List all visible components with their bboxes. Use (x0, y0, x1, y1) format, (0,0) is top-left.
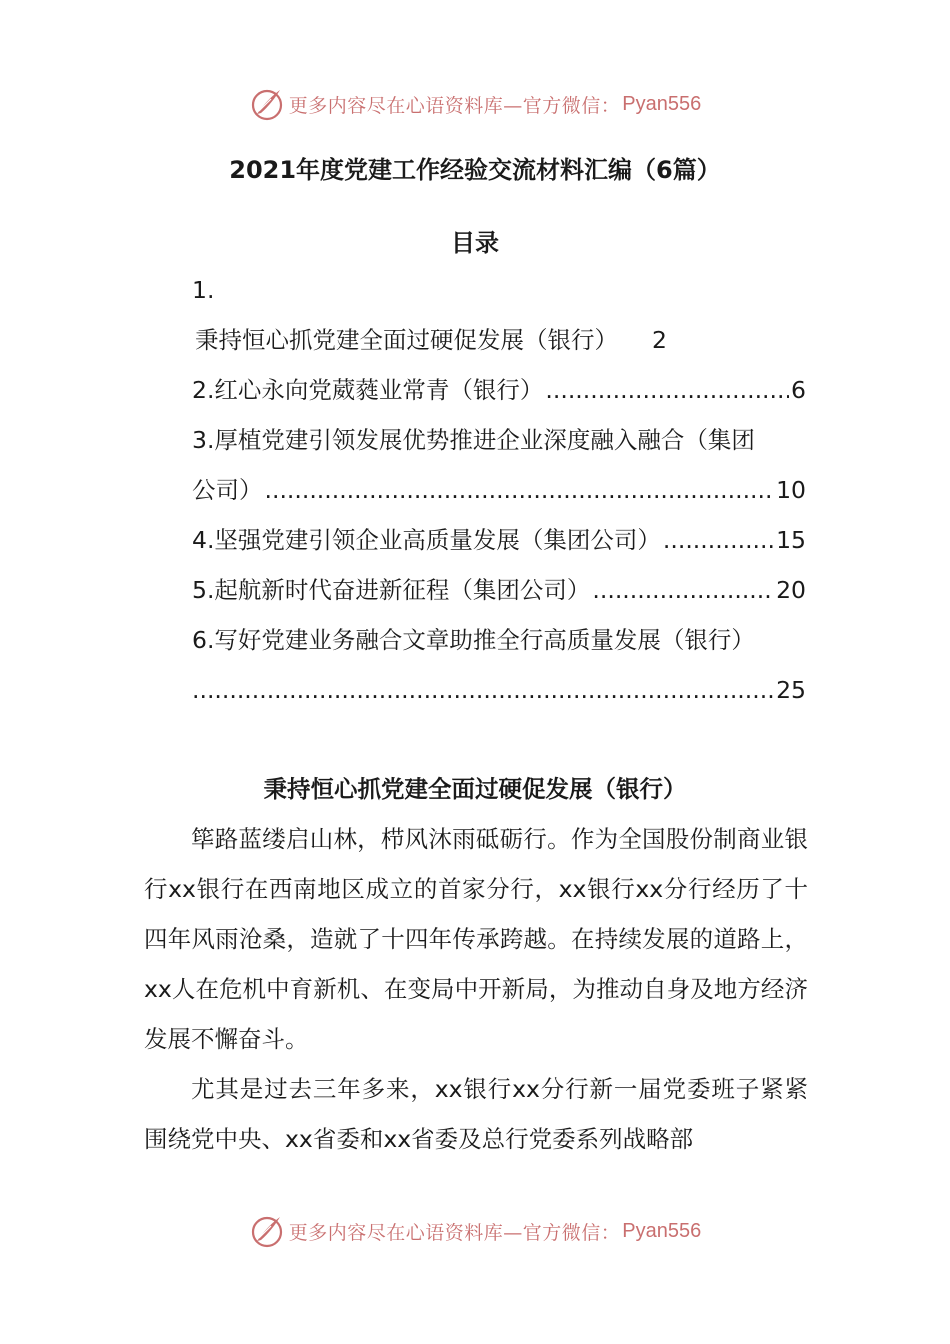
toc-entry-text: 公司） (192, 476, 263, 504)
toc-entry-text: 秉持恒心抓党建全面过硬促发展（银行） (195, 326, 618, 354)
watermark-text: 更多内容尽在心语资料库—官方微信： (288, 1221, 621, 1244)
toc-page-number: 25 (776, 676, 806, 704)
toc-page-number: 6 (791, 376, 806, 404)
toc-leader-dots (592, 565, 774, 615)
toc-entry-text: 6.写好党建业务融合文章助推全行高质量发展（银行） (192, 626, 755, 654)
toc-entry-2[interactable] (192, 365, 806, 415)
toc-entry-1[interactable] (192, 315, 806, 365)
watermark-wechat-id: Pyan556 (622, 1219, 702, 1242)
toc-entry-6-continued[interactable] (192, 665, 806, 715)
quill-logo-icon (249, 86, 285, 122)
quill-logo-icon (249, 1213, 285, 1249)
toc-entry-text: 4.坚强党建引领企业高质量发展（集团公司） (192, 526, 661, 554)
article-paragraph: 尤其是过去三年多来，xx银行xx分行新一届党委班子紧紧围绕党中央、xx省委和xx省委及总行党委系列战略部 (144, 1075, 808, 1153)
toc-entry-text: 5.起航新时代奋进新征程（集团公司） (192, 576, 591, 604)
watermark-header (0, 84, 950, 124)
toc-entry-5[interactable] (192, 565, 806, 615)
toc-entry-text: 3.厚植党建引领发展优势推进企业深度融入融合（集团 (192, 426, 755, 454)
watermark-text: 更多内容尽在心语资料库—官方微信： (288, 94, 621, 117)
toc-leader-dots (192, 665, 774, 715)
toc-page-number: 10 (776, 476, 806, 504)
toc-entry-text: 2.红心永向党葳蕤业常青（银行） (192, 376, 544, 404)
watermark-footer (0, 1211, 950, 1251)
toc-leader-dots (545, 365, 789, 415)
toc-entry-3[interactable] (192, 415, 806, 465)
toc-entry-1-number[interactable] (192, 265, 806, 315)
watermark-wechat-id: Pyan556 (622, 92, 702, 115)
toc-page-number: 2 (652, 326, 667, 354)
toc-page-number: 15 (776, 526, 806, 554)
toc-number: 1. (192, 276, 215, 304)
toc-entry-4[interactable] (192, 515, 806, 565)
toc-leader-dots (663, 515, 774, 565)
toc-heading: 目录 (451, 229, 499, 257)
article-paragraph: 筚路蓝缕启山林，栉风沐雨砥砺行。作为全国股份制商业银行xx银行在西南地区成立的首家分行，xx银行xx分行经历了十四年风雨沧桑，造就了十四年传承跨越。在持续发展的道路上，xx人在危机中育新机、在变局中开新局，为推动自身及地方经济发展不懈奋斗。 (144, 825, 808, 1053)
toc-leader-dots (265, 465, 775, 515)
article-title: 秉持恒心抓党建全面过硬促发展（银行） (263, 775, 687, 803)
document-title: 2021年度党建工作经验交流材料汇编（6篇） (229, 156, 721, 184)
toc-entry-3-continued[interactable] (192, 465, 806, 515)
article-body (144, 814, 808, 1164)
table-of-contents (192, 265, 806, 715)
toc-entry-6[interactable] (192, 615, 806, 665)
toc-page-number: 20 (776, 576, 806, 604)
